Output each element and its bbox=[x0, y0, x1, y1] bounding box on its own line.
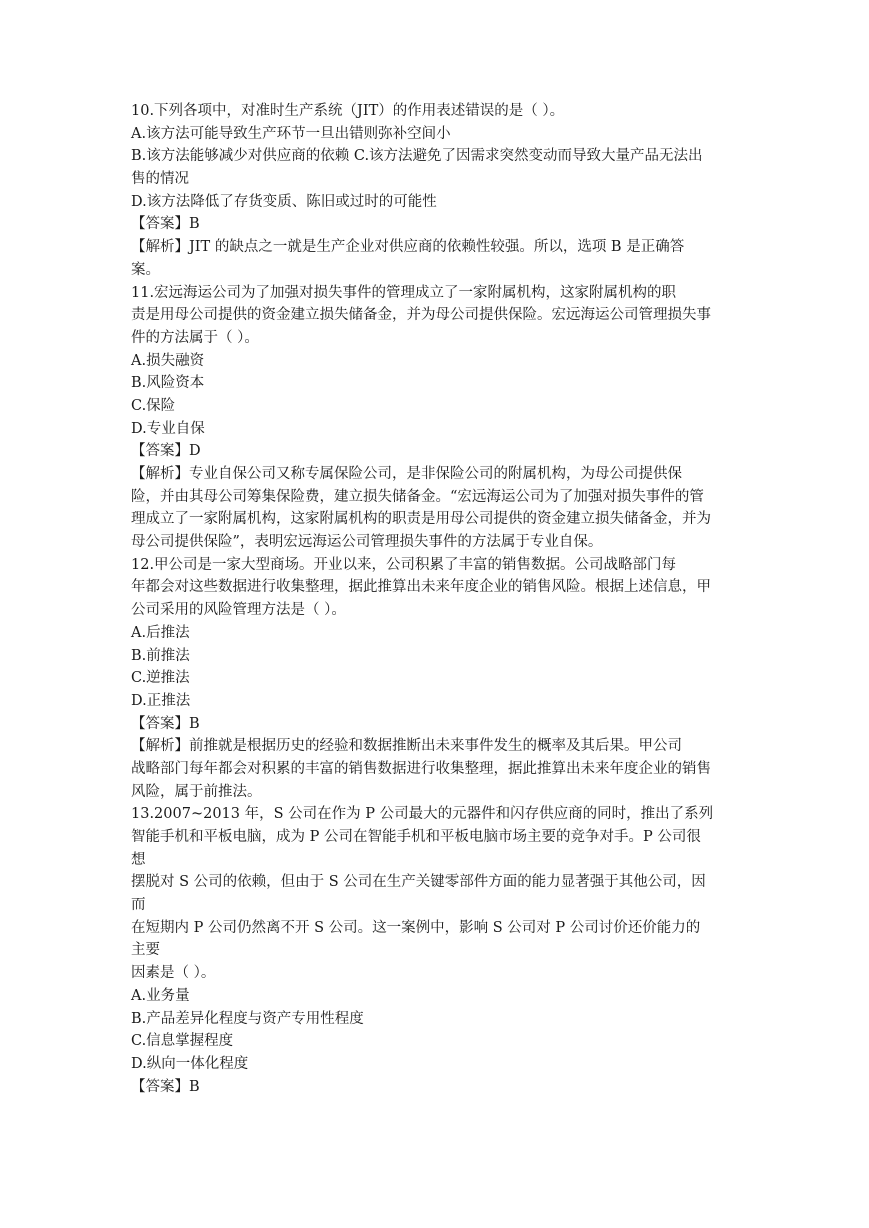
text-line: 11.宏远海运公司为了加强对损失事件的管理成立了一家附属机构，这家附属机构的职 bbox=[131, 284, 677, 301]
text-line: 母公司提供保险”，表明宏远海运公司管理损失事件的方法属于专业自保。 bbox=[131, 534, 603, 551]
text-line: A.损失融资 bbox=[131, 352, 205, 369]
text-line: 10.下列各项中，对准时生产系统（JIT）的作用表述错误的是（ ）。 bbox=[131, 103, 565, 119]
text-line: A.业务量 bbox=[131, 987, 190, 1004]
text-line: D.该方法降低了存货变质、陈旧或过时的可能性 bbox=[131, 193, 437, 210]
text-line: 想 bbox=[131, 851, 146, 868]
text-line: D.正推法 bbox=[131, 692, 191, 709]
text-line: 13.2007~2013 年，S 公司在作为 P 公司最大的元器件和闪存供应商的同时，推出了系列 bbox=[131, 806, 714, 823]
text-line: 年都会对这些数据进行收集整理，据此推算出未来年度企业的销售风险。根据上述信息，甲 bbox=[131, 579, 711, 596]
text-line: 因素是（ ）。 bbox=[131, 965, 216, 982]
text-line: 件的方法属于（ ）。 bbox=[131, 329, 259, 346]
text-line: 【答案】D bbox=[131, 443, 201, 460]
text-line: 【解析】前推就是根据历史的经验和数据推断出未来事件发生的概率及其后果。甲公司 bbox=[131, 738, 682, 755]
text-line: C.保险 bbox=[131, 397, 176, 414]
text-line: D.纵向一体化程度 bbox=[131, 1055, 249, 1072]
text-line: B.产品差异化程度与资产专用性程度 bbox=[131, 1010, 364, 1027]
text-line: D.专业自保 bbox=[131, 420, 205, 437]
text-line: 而 bbox=[131, 897, 146, 914]
text-line: 主要 bbox=[131, 942, 160, 959]
text-line: 理成立了一家附属机构，这家附属机构的职责是用母公司提供的资金建立损失储备金，并为 bbox=[131, 511, 711, 528]
text-line: 风险，属于前推法。 bbox=[131, 783, 262, 800]
text-line: 【解析】专业自保公司又称专属保险公司，是非保险公司的附属机构，为母公司提供保 bbox=[131, 466, 682, 482]
text-line: A.该方法可能导致生产环节一旦出错则弥补空间小 bbox=[131, 125, 451, 142]
text-line: B.前推法 bbox=[131, 647, 190, 664]
text-line: 售的情况 bbox=[131, 171, 189, 188]
text-line: 【解析】JIT 的缺点之一就是生产企业对供应商的依赖性较强。所以，选项 B 是正确答 bbox=[131, 239, 685, 256]
text-line: C.逆推法 bbox=[131, 670, 190, 687]
text-line: 战略部门每年都会对积累的丰富的销售数据进行收集整理，据此推算出未来年度企业的销售 bbox=[131, 760, 711, 777]
text-line: 险，并由其母公司筹集保险费，建立损失储备金。“宏远海运公司为了加强对损失事件的管 bbox=[131, 488, 704, 505]
text-line: 【答案】B bbox=[131, 1078, 200, 1095]
document-body bbox=[131, 100, 741, 1098]
text-line: 公司采用的风险管理方法是（ ）。 bbox=[131, 602, 346, 619]
text-line: 智能手机和平板电脑，成为 P 公司在智能手机和平板电脑市场主要的竞争对手。P 公司很 bbox=[131, 829, 701, 845]
text-line: 【答案】B bbox=[131, 715, 200, 732]
text-line: B.风险资本 bbox=[131, 375, 205, 392]
text-line: 案。 bbox=[131, 261, 160, 278]
text-line: B.该方法能够减少对供应商的依赖 C.该方法避免了因需求突然变动而导致大量产品无法出 bbox=[131, 148, 703, 165]
text-line: A.后推法 bbox=[131, 624, 190, 641]
text-line: 【答案】B bbox=[131, 216, 200, 233]
text-line: C.信息掌握程度 bbox=[131, 1033, 234, 1050]
text-line: 在短期内 P 公司仍然离不开 S 公司。这一案例中，影响 S 公司对 P 公司讨价还价能力的 bbox=[131, 919, 701, 936]
text-line: 责是用母公司提供的资金建立损失储备金，并为母公司提供保险。宏远海运公司管理损失事 bbox=[131, 307, 711, 324]
text-line: 摆脱对 S 公司的依赖，但由于 S 公司在生产关键零部件方面的能力显著强于其他公司，因 bbox=[131, 874, 706, 891]
text-line: 12.甲公司是一家大型商场。开业以来，公司积累了丰富的销售数据。公司战略部门每 bbox=[131, 556, 677, 573]
